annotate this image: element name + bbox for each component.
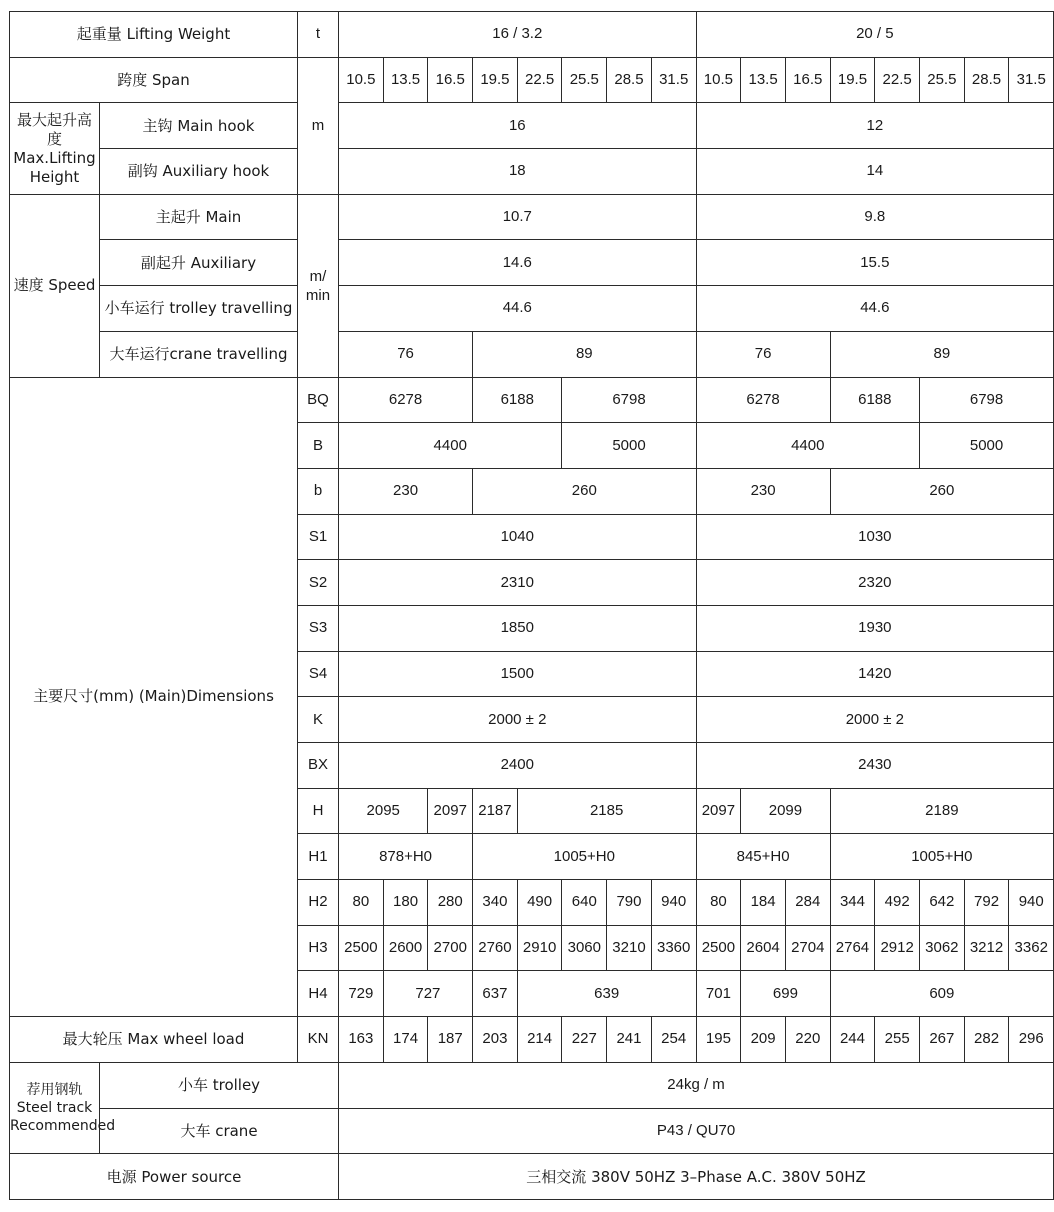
- lift-height-label: 最大起升高度 Max.Lifting Height: [10, 103, 100, 194]
- dim-cell: 80: [696, 880, 741, 926]
- row-dim-bq: [10, 377, 1054, 423]
- rail-label: 荐用钢轨 Steel track Recommended: [10, 1062, 100, 1153]
- dim-cell: 6798: [562, 377, 696, 423]
- wheel-load-cell: 244: [830, 1017, 875, 1063]
- dim-cell: 2400: [339, 743, 697, 789]
- wheel-load-cell: 174: [383, 1017, 428, 1063]
- dim-cell: 1040: [339, 514, 697, 560]
- dim-cell: 637: [473, 971, 518, 1017]
- speed-main-g1: 10.7: [339, 194, 697, 240]
- speed-crane-cell: 76: [339, 331, 473, 377]
- wheel-load-cell: 241: [607, 1017, 652, 1063]
- dim-cell: 280: [428, 880, 473, 926]
- row-height-main: [10, 103, 1054, 149]
- span-cell: 19.5: [473, 57, 518, 103]
- dim-cell: 180: [383, 880, 428, 926]
- span-cell: 16.5: [785, 57, 830, 103]
- speed-trolley-g1: 44.6: [339, 286, 697, 332]
- dim-cell: 6188: [473, 377, 562, 423]
- dim-cell: 940: [1009, 880, 1054, 926]
- span-cell: 22.5: [875, 57, 920, 103]
- dim-cell: 2704: [785, 925, 830, 971]
- speed-main-label: 主起升 Main: [100, 194, 298, 240]
- speed-crane-cell: 89: [473, 331, 696, 377]
- dim-cell: 5000: [562, 423, 696, 469]
- speed-aux-label: 副起升 Auxiliary: [100, 240, 298, 286]
- dim-cell: 2500: [696, 925, 741, 971]
- lifting-weight-group-1: 16 / 3.2: [339, 12, 697, 58]
- dim-cell: 2097: [428, 788, 473, 834]
- dim-cell: 3060: [562, 925, 607, 971]
- dim-cell: 260: [473, 468, 696, 514]
- row-speed-trolley: [10, 286, 1054, 332]
- dim-cell: 940: [651, 880, 696, 926]
- row-power: [10, 1154, 1054, 1200]
- wheel-load-cell: 209: [741, 1017, 786, 1063]
- dim-label: H2: [298, 880, 339, 926]
- speed-trolley-label: 小车运行 trolley travelling: [100, 286, 298, 332]
- dim-cell: 1420: [696, 651, 1054, 697]
- span-cell: 22.5: [517, 57, 562, 103]
- dim-cell: 701: [696, 971, 741, 1017]
- speed-label: 速度 Speed: [10, 194, 100, 377]
- dim-cell: 2760: [473, 925, 518, 971]
- dim-label: H: [298, 788, 339, 834]
- speed-crane-cell: 76: [696, 331, 830, 377]
- dim-cell: 2600: [383, 925, 428, 971]
- wheel-load-cell: 220: [785, 1017, 830, 1063]
- dim-cell: 790: [607, 880, 652, 926]
- rail-trolley-value: 24kg / m: [339, 1062, 1054, 1108]
- dim-label: H1: [298, 834, 339, 880]
- row-rail-crane: [10, 1108, 1054, 1154]
- speed-crane-label: 大车运行crane travelling: [100, 331, 298, 377]
- dim-cell: 1005+H0: [473, 834, 696, 880]
- speed-crane-cell: 89: [830, 331, 1053, 377]
- span-cell: 19.5: [830, 57, 875, 103]
- speed-aux-g2: 15.5: [696, 240, 1054, 286]
- row-wheel-load: [10, 1017, 1054, 1063]
- dim-label: S1: [298, 514, 339, 560]
- lifting-weight-group-2: 20 / 5: [696, 12, 1054, 58]
- speed-trolley-g2: 44.6: [696, 286, 1054, 332]
- dim-cell: 5000: [920, 423, 1054, 469]
- dim-cell: 3362: [1009, 925, 1054, 971]
- wheel-load-cell: 187: [428, 1017, 473, 1063]
- wheel-load-cell: 255: [875, 1017, 920, 1063]
- dim-cell: 878+H0: [339, 834, 473, 880]
- dim-cell: 340: [473, 880, 518, 926]
- wheel-load-unit: KN: [298, 1017, 339, 1063]
- dim-cell: 1850: [339, 605, 697, 651]
- dim-cell: 492: [875, 880, 920, 926]
- span-height-unit: m: [298, 57, 339, 194]
- rail-crane-value: P43 / QU70: [339, 1108, 1054, 1154]
- crane-spec-table: [9, 11, 1054, 1200]
- lifting-weight-unit: t: [298, 12, 339, 58]
- dim-label: b: [298, 468, 339, 514]
- dim-cell: 2764: [830, 925, 875, 971]
- wheel-load-cell: 203: [473, 1017, 518, 1063]
- dim-cell: 2910: [517, 925, 562, 971]
- dim-cell: 490: [517, 880, 562, 926]
- wheel-load-cell: 282: [964, 1017, 1009, 1063]
- wheel-load-cell: 214: [517, 1017, 562, 1063]
- dim-cell: 260: [830, 468, 1053, 514]
- dims-label: 主要尺寸(mm) (Main)Dimensions: [10, 377, 298, 1017]
- dim-cell: 4400: [696, 423, 919, 469]
- dim-cell: 729: [339, 971, 384, 1017]
- rail-crane-label: 大车 crane: [100, 1108, 339, 1154]
- span-label: 跨度 Span: [10, 57, 298, 103]
- dim-cell: 3212: [964, 925, 1009, 971]
- aux-hook-g1: 18: [339, 149, 697, 195]
- speed-aux-g1: 14.6: [339, 240, 697, 286]
- span-cell: 13.5: [741, 57, 786, 103]
- main-hook-g2: 12: [696, 103, 1054, 149]
- row-height-aux: [10, 149, 1054, 195]
- row-rail-trolley: [10, 1062, 1054, 1108]
- dim-cell: 6798: [920, 377, 1054, 423]
- dim-cell: 727: [383, 971, 472, 1017]
- row-speed-main: [10, 194, 1054, 240]
- dim-cell: 284: [785, 880, 830, 926]
- aux-hook-g2: 14: [696, 149, 1054, 195]
- span-cell: 31.5: [651, 57, 696, 103]
- wheel-load-cell: 227: [562, 1017, 607, 1063]
- dim-cell: 2700: [428, 925, 473, 971]
- wheel-load-label: 最大轮压 Max wheel load: [10, 1017, 298, 1063]
- dim-cell: 1005+H0: [830, 834, 1053, 880]
- dim-cell: 2912: [875, 925, 920, 971]
- dim-cell: 1500: [339, 651, 697, 697]
- row-speed-aux: [10, 240, 1054, 286]
- dim-cell: 2099: [741, 788, 830, 834]
- dim-cell: 792: [964, 880, 1009, 926]
- dim-cell: 1930: [696, 605, 1054, 651]
- row-speed-crane: [10, 331, 1054, 377]
- span-cell: 10.5: [339, 57, 384, 103]
- row-lifting-weight: [10, 12, 1054, 58]
- dim-cell: 642: [920, 880, 965, 926]
- wheel-load-cell: 296: [1009, 1017, 1054, 1063]
- dim-cell: 2187: [473, 788, 518, 834]
- dim-cell: 2000 ± 2: [339, 697, 697, 743]
- dim-cell: 4400: [339, 423, 562, 469]
- rail-trolley-label: 小车 trolley: [100, 1062, 339, 1108]
- dim-cell: 230: [339, 468, 473, 514]
- wheel-load-cell: 195: [696, 1017, 741, 1063]
- dim-cell: 3062: [920, 925, 965, 971]
- power-value: 三相交流 380V 50HZ 3–Phase A.C. 380V 50HZ: [339, 1154, 1054, 1200]
- dim-cell: 640: [562, 880, 607, 926]
- dim-label: H4: [298, 971, 339, 1017]
- span-cell: 25.5: [920, 57, 965, 103]
- dim-cell: 80: [339, 880, 384, 926]
- span-cell: 13.5: [383, 57, 428, 103]
- dim-cell: 6188: [830, 377, 919, 423]
- dim-cell: 184: [741, 880, 786, 926]
- dim-cell: 6278: [339, 377, 473, 423]
- dim-cell: 2097: [696, 788, 741, 834]
- dim-label: BQ: [298, 377, 339, 423]
- dim-label: BX: [298, 743, 339, 789]
- dim-cell: 2189: [830, 788, 1053, 834]
- dim-label: K: [298, 697, 339, 743]
- main-hook-g1: 16: [339, 103, 697, 149]
- span-cell: 25.5: [562, 57, 607, 103]
- dim-cell: 6278: [696, 377, 830, 423]
- speed-unit: m/ min: [298, 194, 339, 377]
- span-cell: 28.5: [964, 57, 1009, 103]
- dim-cell: 639: [517, 971, 696, 1017]
- wheel-load-cell: 163: [339, 1017, 384, 1063]
- dim-cell: 2320: [696, 560, 1054, 606]
- dim-cell: 3360: [651, 925, 696, 971]
- dim-label: S3: [298, 605, 339, 651]
- power-label: 电源 Power source: [10, 1154, 339, 1200]
- row-span: [10, 57, 1054, 103]
- span-cell: 16.5: [428, 57, 473, 103]
- dim-cell: 2095: [339, 788, 428, 834]
- wheel-load-cell: 267: [920, 1017, 965, 1063]
- speed-main-g2: 9.8: [696, 194, 1054, 240]
- dim-label: S2: [298, 560, 339, 606]
- dim-cell: 1030: [696, 514, 1054, 560]
- dim-label: S4: [298, 651, 339, 697]
- dim-cell: 609: [830, 971, 1053, 1017]
- dim-cell: 344: [830, 880, 875, 926]
- dim-cell: 2000 ± 2: [696, 697, 1054, 743]
- dim-cell: 2500: [339, 925, 384, 971]
- aux-hook-label: 副钩 Auxiliary hook: [100, 149, 298, 195]
- dim-cell: 2185: [517, 788, 696, 834]
- dim-label: B: [298, 423, 339, 469]
- dim-cell: 2430: [696, 743, 1054, 789]
- span-cell: 10.5: [696, 57, 741, 103]
- lifting-weight-label: 起重量 Lifting Weight: [10, 12, 298, 58]
- span-cell: 28.5: [607, 57, 652, 103]
- dim-cell: 3210: [607, 925, 652, 971]
- dim-cell: 699: [741, 971, 830, 1017]
- dim-cell: 2604: [741, 925, 786, 971]
- dim-label: H3: [298, 925, 339, 971]
- dim-cell: 2310: [339, 560, 697, 606]
- wheel-load-cell: 254: [651, 1017, 696, 1063]
- main-hook-label: 主钩 Main hook: [100, 103, 298, 149]
- span-cell: 31.5: [1009, 57, 1054, 103]
- dim-cell: 845+H0: [696, 834, 830, 880]
- dim-cell: 230: [696, 468, 830, 514]
